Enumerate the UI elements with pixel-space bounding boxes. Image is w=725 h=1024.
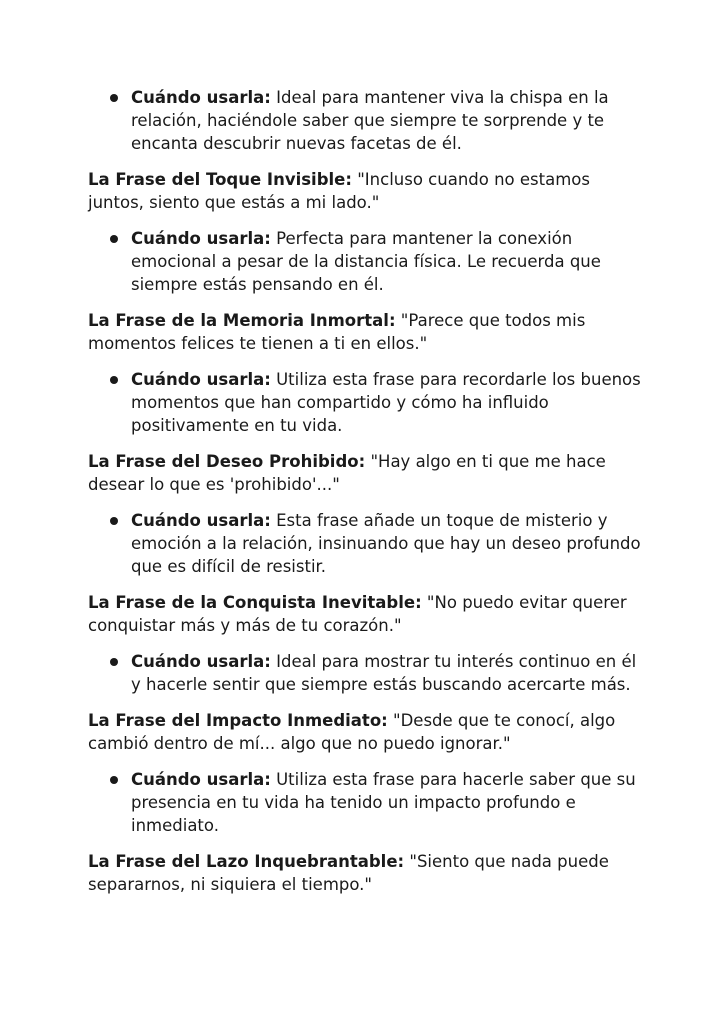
- phrase-paragraph: [88, 850, 645, 896]
- phrase-quote: "Parece que todos mis momentos felices te tienen a ti en ellos.": [88, 311, 586, 353]
- phrase-quote: "Hay algo en ti que me hace desear lo que es 'prohibido'...": [88, 452, 606, 494]
- phrase-quote: "No puedo evitar querer conquistar más y más de tu corazón.": [88, 593, 627, 635]
- phrase-title: La Frase del Impacto Inmediato:: [88, 711, 388, 730]
- usage-text: Ideal para mantener viva la chispa en la relación, haciéndole saber que siempre te sorprende y te encanta descubrir nuevas facetas de él.: [131, 88, 609, 153]
- usage-label: Cuándo usarla:: [131, 770, 271, 789]
- usage-bullet: [88, 86, 645, 155]
- bullet-dot: [110, 517, 118, 525]
- phrase-paragraph: [88, 591, 645, 637]
- usage-label: Cuándo usarla:: [131, 229, 271, 248]
- usage-label: Cuándo usarla:: [131, 88, 271, 107]
- usage-bullet: [88, 227, 645, 296]
- phrase-paragraph: [88, 450, 645, 496]
- usage-bullet: [88, 768, 645, 837]
- bullet-dot: [110, 658, 118, 666]
- usage-text: Utiliza esta frase para hacerle saber que su presencia en tu vida ha tenido un impacto profundo e inmediato.: [131, 770, 636, 835]
- phrase-title: La Frase del Deseo Prohibido:: [88, 452, 366, 471]
- phrase-paragraph: [88, 309, 645, 355]
- bullet-dot: [110, 235, 118, 243]
- phrase-title: La Frase de la Memoria Inmortal:: [88, 311, 396, 330]
- bullet-dot: [110, 376, 118, 384]
- usage-label: Cuándo usarla:: [131, 511, 271, 530]
- phrase-title: La Frase de la Conquista Inevitable:: [88, 593, 422, 612]
- phrase-paragraph: [88, 168, 645, 214]
- bullet-dot: [110, 94, 118, 102]
- usage-text: Perfecta para mantener la conexión emocional a pesar de la distancia física. Le recuerda que siempre estás pensando en él.: [131, 229, 601, 294]
- usage-bullet: [88, 509, 645, 578]
- phrase-quote: "Desde que te conocí, algo cambió dentro de mí... algo que no puedo ignorar.": [88, 711, 616, 753]
- usage-text: Utiliza esta frase para recordarle los buenos momentos que han compartido y cómo ha influido positivamente en tu vida.: [131, 370, 641, 435]
- phrase-title: La Frase del Lazo Inquebrantable:: [88, 852, 405, 871]
- usage-label: Cuándo usarla:: [131, 652, 271, 671]
- bullet-dot: [110, 776, 118, 784]
- usage-text: Ideal para mostrar tu interés continuo en él y hacerle sentir que siempre estás buscando acercarte más.: [131, 652, 637, 694]
- usage-label: Cuándo usarla:: [131, 370, 271, 389]
- phrase-quote: "Incluso cuando no estamos juntos, siento que estás a mi lado.": [88, 170, 590, 212]
- usage-text: Esta frase añade un toque de misterio y emoción a la relación, insinuando que hay un deseo profundo que es difícil de resistir.: [131, 511, 641, 576]
- usage-bullet: [88, 368, 645, 437]
- phrase-paragraph: [88, 709, 645, 755]
- phrase-quote: "Siento que nada puede separarnos, ni siquiera el tiempo.": [88, 852, 609, 894]
- usage-bullet: [88, 650, 645, 696]
- phrase-title: La Frase del Toque Invisible:: [88, 170, 352, 189]
